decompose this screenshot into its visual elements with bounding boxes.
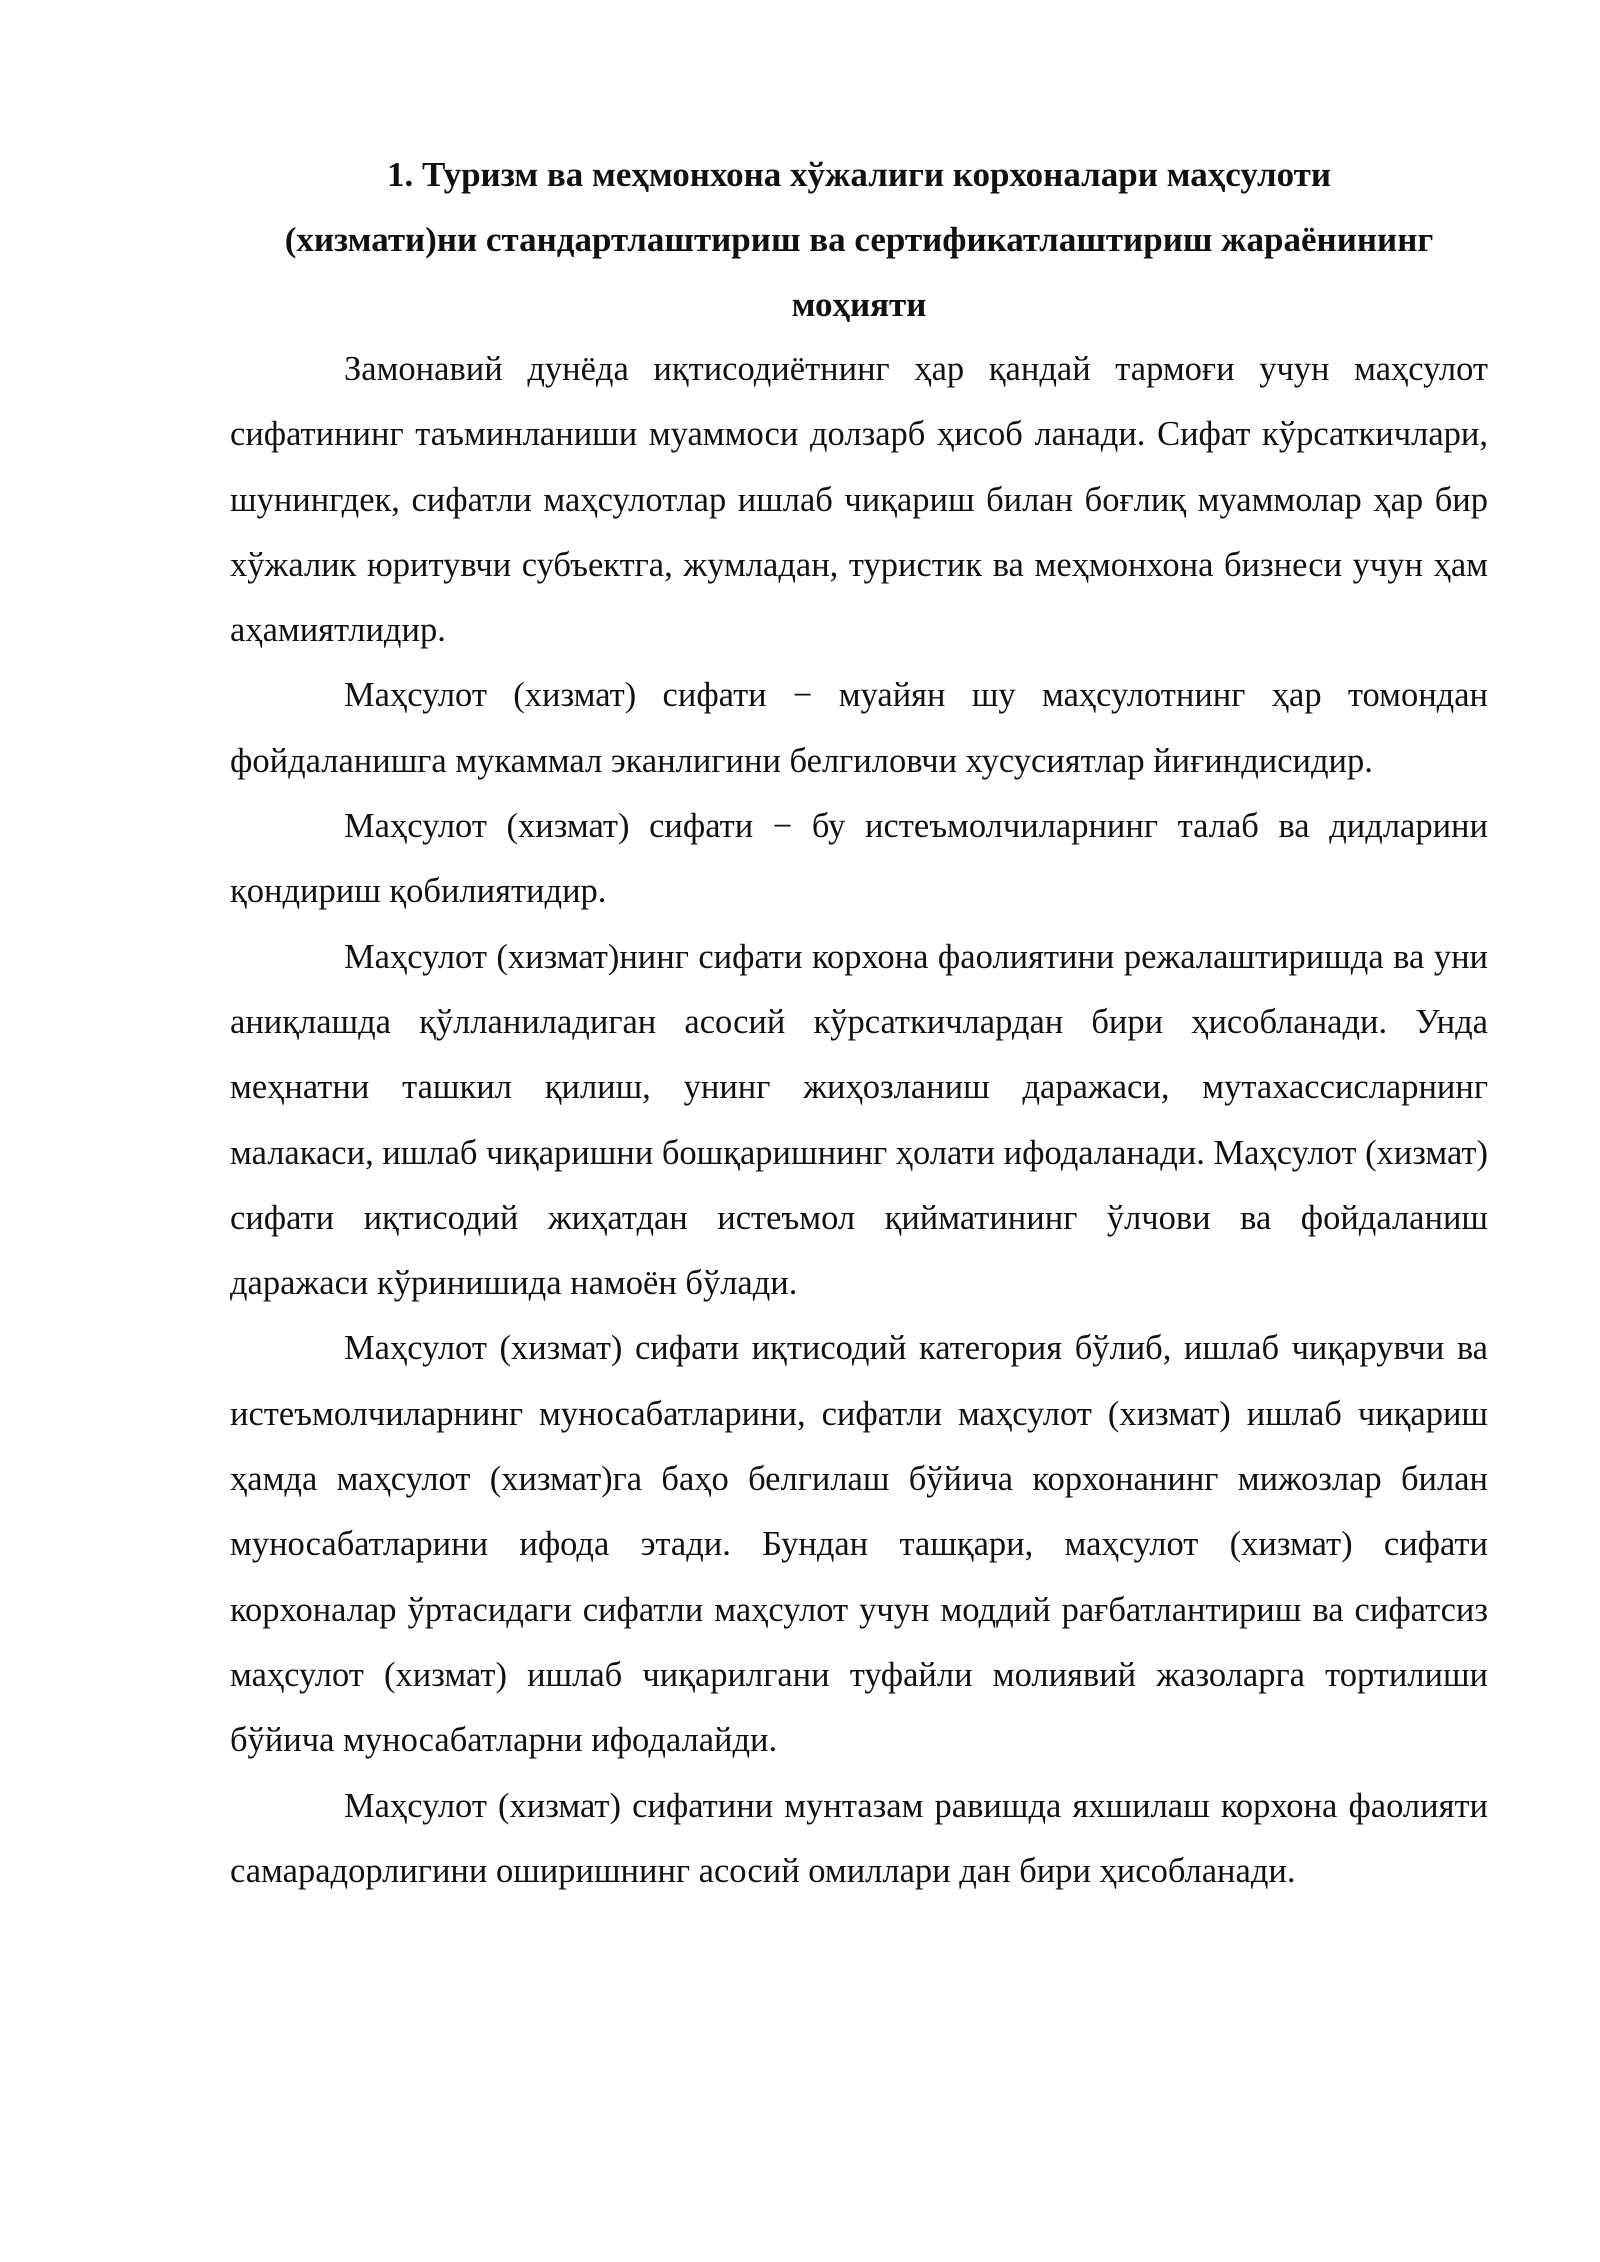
section-title-line: моҳияти <box>791 285 927 324</box>
document-page <box>230 142 1488 1904</box>
section-title <box>230 142 1488 337</box>
body-paragraph: Маҳсулот (хизмат) сифати − муайян шу маҳсулотнинг ҳар томондан фойдаланишга мукаммал эканлигини белгиловчи хусусиятлар йиғиндисидир. <box>230 676 1488 780</box>
body-paragraph: Маҳсулот (хизмат) сифатини мунтазам равишда яхшилаш корхона фаолияти самарадорлигини оширишнинг асосий омиллари дан бири ҳисобланади. <box>230 1786 1488 1890</box>
section-title-line: (хизмати)ни стандартлаштириш ва сертификатлаштириш жараёнининг <box>284 220 1434 259</box>
body-paragraph: Маҳсулот (хизмат) сифати − бу истеъмолчиларнинг талаб ва дидларини қондириш қобилиятидир. <box>230 807 1488 911</box>
body-paragraph: Маҳсулот (хизмат) сифати иқтисодий категория бўлиб, ишлаб чиқарувчи ва истеъмолчиларнинг муносабатларини, сифатли маҳсулот (хизмат) ишлаб чиқариш ҳамда маҳсулот (хизмат)га баҳо белгилаш бўйича корхонанинг мижозлар билан муносабатларини ифода этади. Бундан ташқари, маҳсулот (хизмат) сифати корхоналар ўртасидаги сифатли маҳсулот учун моддий рағбатлантириш ва сифатсиз маҳсулот (хизмат) ишлаб чиқарилгани туфайли молиявий жазоларга тортилиши бўйича муносабатларни ифодалайди. <box>230 1329 1488 1760</box>
body-paragraph: Замонавий дунёда иқтисодиётнинг ҳар қандай тармоғи учун маҳсулот сифатининг таъминланиши муаммоси долзарб ҳисоб ланади. Сифат кўрсаткичлари, шунингдек, сифатли маҳсулотлар ишлаб чиқариш билан боғлиқ муаммолар ҳар бир хўжалик юритувчи субъектга, жумладан, туристик ва меҳмонхона бизнеси учун ҳам аҳамиятлидир. <box>230 350 1488 650</box>
body-paragraph: Маҳсулот (хизмат)нинг сифати корхона фаолиятини режалаштиришда ва уни аниқлашда қўлланиладиган асосий кўрсаткичлардан бири ҳисобланади. Унда меҳнатни ташкил қилиш, унинг жиҳозланиш даражаси, мутахассисларнинг малакаси, ишлаб чиқаришни бошқаришнинг ҳолати ифодаланади. Маҳсулот (хизмат) сифати иқтисодий жиҳатдан истеъмол қийматининг ўлчови ва фойдаланиш даражаси кўринишида намоён бўлади. <box>230 937 1488 1303</box>
section-title-line: 1. Туризм ва меҳмонхона хўжалиги корхоналари маҳсулоти <box>386 155 1331 194</box>
